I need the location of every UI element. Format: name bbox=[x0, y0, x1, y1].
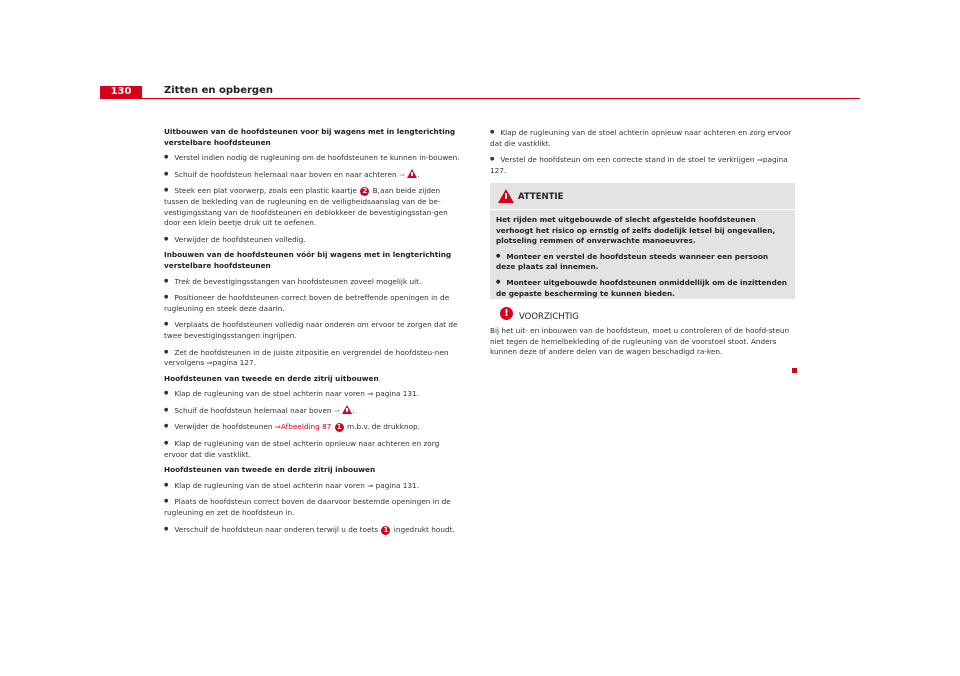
page-title: Zitten en opbergen bbox=[164, 85, 273, 96]
item-text: ingedrukt houdt. bbox=[391, 524, 455, 534]
warning-triangle-icon bbox=[407, 169, 420, 179]
attention-header bbox=[490, 183, 795, 210]
item-text: Verschuif de hoofdsteun naar onderen terwijl u de toets bbox=[174, 524, 381, 534]
item-text: Verwijder de hoofdsteunen bbox=[174, 422, 275, 432]
list-item: ● Verstel indien nodig de rugleuning om de hoofdsteunen te kunnen in-bouwen. bbox=[164, 152, 464, 164]
header-rule bbox=[100, 98, 860, 99]
right-column bbox=[490, 127, 795, 181]
list-item: ● Klap de rugleuning van de stoel achterin opnieuw naar achteren en zorg ervoor dat die vastklikt. bbox=[164, 438, 464, 460]
section-heading: Hoofdsteunen van tweede en derde zitrij uitbouwen bbox=[164, 373, 379, 383]
list-item: ● Monteer uitgebouwde hoofdsteunen onmiddellijk om de inzittenden de gepaste bescherming te kunnen bieden. bbox=[496, 277, 789, 299]
attention-text: Het rijden met uitgebouwde of slecht afgestelde hoofdsteunen verhoogt het risico op ernstig of zelfs dodelijk letsel bij ongevallen, plotseling remmen of onverwachte manoeuvres. bbox=[496, 215, 776, 246]
section-heading: Hoofdsteunen van tweede en derde zitrij inbouwen bbox=[164, 465, 376, 475]
page-number: 130 bbox=[100, 86, 142, 98]
list-item bbox=[164, 276, 464, 288]
list-item bbox=[164, 421, 464, 433]
list-item bbox=[164, 185, 464, 228]
caution-circle-icon: ! bbox=[500, 307, 513, 320]
item-text: de bevestigingsstangen van hoofdsteunen zoveel mogelijk uit. bbox=[189, 276, 422, 286]
number-badge: 1 bbox=[335, 423, 344, 432]
list-item bbox=[164, 169, 464, 181]
item-text: m.b.v. de drukknop. bbox=[344, 422, 420, 432]
item-text: . bbox=[417, 169, 420, 179]
item-text: Schuif de hoofdsteun helemaal naar boven en naar achteren bbox=[174, 169, 399, 179]
list-item: ● Verplaats de hoofdsteunen volledig naar onderen om ervoor te zorgen dat de twee bevestigingsstangen ingrijpen. bbox=[164, 319, 464, 341]
figure-link[interactable]: ⇒Afbeelding 87 bbox=[274, 422, 332, 432]
caution-title: VOORZICHTIG bbox=[519, 312, 579, 322]
list-item: ● Verwijder de hoofdsteunen volledig. bbox=[164, 234, 464, 246]
number-badge: 2 bbox=[360, 187, 369, 196]
end-marker bbox=[792, 368, 797, 373]
caution-text: Bij het uit- en inbouwen van de hoofdsteun, moet u controleren of de hoofd-steun niet tegen de hemelbekleding of de rugleuning van de voorstoel stoot. Anders kunnen deze of andere delen van de wagen beschadigd ra-ken. bbox=[490, 326, 790, 357]
attention-box bbox=[490, 183, 795, 299]
ref-arrow: ⇒ bbox=[398, 169, 406, 179]
item-text: Schuif de hoofdsteun helemaal naar boven bbox=[174, 405, 334, 415]
item-text: Steek een plat voorwerp, zoals een plastic kaartje bbox=[174, 186, 360, 196]
attention-title: ATTENTIE bbox=[518, 192, 564, 202]
attention-body bbox=[490, 210, 795, 299]
list-item bbox=[164, 524, 464, 536]
list-item: ● Verstel de hoofdsteun om een correcte stand in de stoel te verkrijgen ⇒pagina 127. bbox=[490, 154, 795, 176]
section-heading: Inbouwen van de hoofdsteunen vóór bij wagens met in lengterichting verstelbare hoofdsteunen bbox=[164, 250, 452, 270]
item-text: . bbox=[352, 405, 355, 415]
list-item: ● Plaats de hoofdsteun correct boven de daarvoor bestemde openingen in de rugleuning en zet de hoofdsteun in. bbox=[164, 496, 464, 518]
left-column bbox=[164, 127, 464, 540]
item-text: B,aan beide zijden tussen de bekleding van de rugleuning en de veiligheidsaanslag van de be-vestigingsstang van de hoofdsteunen en deblokkeer de bevestigingsstan-gen door een klein beetje druk uit te oefenen. bbox=[164, 186, 448, 228]
item-text: Trek bbox=[174, 276, 190, 286]
warning-triangle-icon bbox=[342, 405, 355, 415]
list-item: ● Klap de rugleuning van de stoel achterin opnieuw naar achteren en zorg ervoor dat die vastklikt. bbox=[490, 127, 795, 149]
list-item: ● Klap de rugleuning van de stoel achterin naar voren ⇒ pagina 131. bbox=[164, 388, 464, 400]
list-item: ● Zet de hoofdsteunen in de juiste zitpositie en vergrendel de hoofdsteu-nen vervolgens ⇒pagina 127. bbox=[164, 347, 464, 369]
number-badge: 1 bbox=[381, 526, 390, 535]
list-item: ● Positioneer de hoofdsteunen correct boven de betreffende openingen in de rugleuning en steek deze daarin. bbox=[164, 292, 464, 314]
ref-arrow: ⇒ bbox=[333, 405, 340, 415]
list-item: ● Monteer en verstel de hoofdsteun steeds wanneer een persoon deze plaats zal innemen. bbox=[496, 251, 789, 273]
list-item bbox=[164, 405, 464, 417]
warning-triangle-icon bbox=[498, 189, 514, 203]
section-heading: Uitbouwen van de hoofdsteunen voor bij wagens met in lengterichting verstelbare hoofdsteunen bbox=[164, 127, 456, 147]
list-item: ● Klap de rugleuning van de stoel achterin naar voren ⇒ pagina 131. bbox=[164, 480, 464, 492]
